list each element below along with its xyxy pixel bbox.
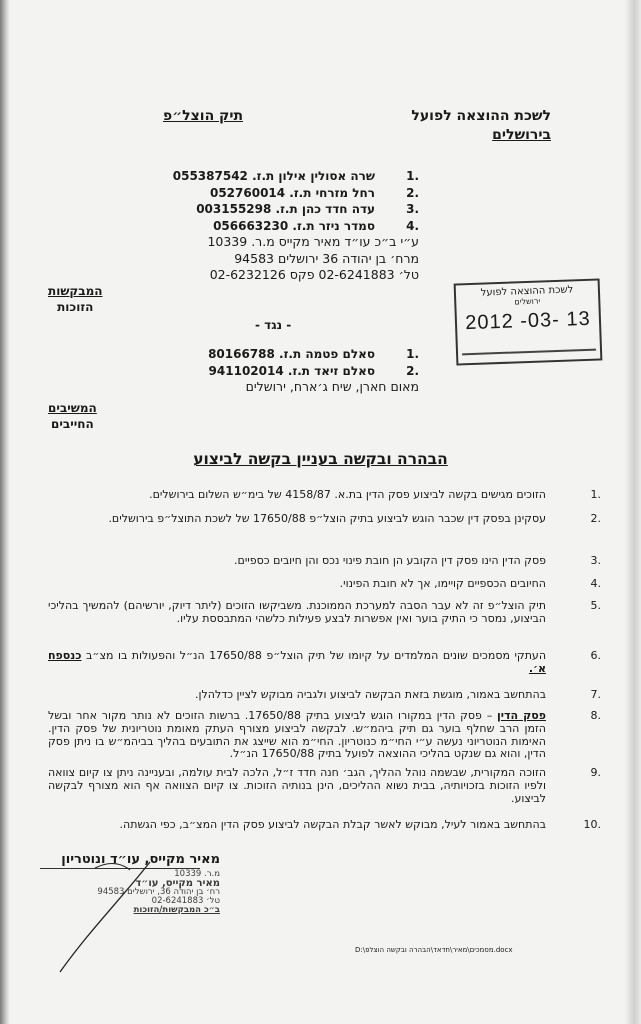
respondent-1: .1סאלם פטמה ת.ז. 80166788	[208, 347, 419, 361]
office-name: לשכת ההוצאה לפועל	[411, 108, 551, 124]
item-3: .3 פסק הדין הינו פסק דין הקובע הן חובת פינוי נכס והן חיובים כספיים.	[234, 554, 601, 567]
respondents-label: המשיבים החייבים	[48, 401, 97, 431]
applicant-2: .2רחל מזרחי ת.ז. 052760014	[209, 185, 419, 200]
item-6: .6 העתקי מסמכים שונים המלמדים על קיומו של תיק הוצל״פ 17650/88 הנ״ל והפעולות בו מצ״ב כנספח א׳.	[48, 649, 601, 675]
file-path-footer: D:\מסמכים\מאיר\חדאד\הבהרה ובקשה הוצלפ.docx	[355, 946, 513, 954]
stamp-date: 13 -03- 2012	[464, 307, 592, 335]
respondent-2: .2סאלם זיאד ת.ז. 941102014	[208, 363, 419, 378]
file-label: תיק הוצל״פ	[163, 108, 244, 124]
item-5: .5 תיק הוצל״פ זה לא עבר הסבה למערכת הממוכנת. משביקשו הזוכים (ליתר דיוק, יורשיהם) להמשיך בהליכי הביצוע, נמסר כי התיק בוער ואין אפשרות לבצע פעילות כלשהי המתבססת עליו.	[48, 599, 601, 625]
received-stamp: לשכת ההוצאה לפועל ירושלים 13 -03- 2012	[454, 278, 603, 365]
applicants-label: המבקשות הזוכות	[48, 284, 103, 314]
applicant-4: .4סמדר ניזר ת.ז. 056663230	[213, 218, 419, 233]
item-1: .1 הזוכים מגישים בקשה לביצוע פסק הדין בת.א. 4158/87 של בימ״ש השלום בירושלים.	[149, 488, 601, 501]
counsel-line: ע״י ב״כ עו״ד מאיר מקייס מ.ר. 10339	[207, 234, 419, 249]
item-10: .10 בהתחשב באמור לעיל, מבוקש לאשר קבלת הבקשה לביצוע פסק הדין המצ״ב, כפי הגשתה.	[119, 818, 601, 831]
item-8: .8 פסק הדין – פסק הדין במקורו הוגש לביצוע בתיק 17650/88. ברשות הזוכים לא נותר מקור אחר ובשל הזמן הרב שחלף בוער גם תיק ביהמ״ש. לבקשה לביצוע מצורף העתק מאומת נוטריונית של פסק הדין. האימות הנוטריוני נעשה ע״י החי״מ כנוטריון. החי״מ הוא שייצג את התובעים בהליך בביהמ״ש בו ניתן פסק הדין, והוא גם שנקט בהליכי ההוצאה לפועל בתיק 17650/88 הנ״ל.	[48, 709, 601, 761]
item-7: .7 בהתחשב באמור, מוגשת בזאת הבקשה לביצוע ולגביה מבוקש לציין כדלהלן.	[195, 688, 601, 701]
versus: - נגד -	[255, 318, 292, 332]
signature-block: מאיר מקייס, עו״ד ונוטריון מ.ר. 10339 מאיר מקייס, עו״ד רח׳ בן יהודה 36, ירושלים 94583 טל׳ 02-6241883 ב״כ המבקשות/הזוכות	[40, 852, 220, 915]
item-4: .4 החיובים הכספיים קויימו, אך לא חובת הפינוי.	[339, 577, 601, 590]
applicant-1: .1שרה אסולין אילון ת.ז. 055387542	[172, 169, 419, 183]
applicant-3: .3עדה חדד כהן ת.ז. 003155298	[196, 202, 419, 216]
counsel-phone: טל׳ 02-6241883 פקס 02-6232126	[209, 267, 419, 282]
document-title: הבהרה ובקשה בעניין בקשה לביצוע	[193, 450, 448, 468]
counsel-address: מרח׳ בן יהודה 36 ירושלים 94583	[234, 250, 419, 266]
item-9: .9 הזוכה המקורית, שבשמה נוהל ההליך, הגב׳ חנה חדד ז״ל, הלכה לבית עולמה, ובעניינה ניתן צו קיום צוואה ולפיו הזוכות בזכויותיה, בבית נשוא ההליכים, הינן בנותיה הזוכות. צו קיום הצוואה אף הוא מצורף לבקשה לביצוע.	[48, 766, 601, 805]
signer-name: מאיר מקייס, עו״ד ונוטריון	[61, 852, 220, 867]
item-2: .2 עסקינן בפסק דין שכבר הוגש לביצוע בתיק הוצל״פ 17650/88 של לשכת התוצל״פ בירושלים.	[108, 512, 601, 525]
respondents-address: מאום חארן, שיח ג׳ארח, ירושלים	[245, 379, 419, 394]
office-city: בירושלים	[492, 127, 551, 143]
